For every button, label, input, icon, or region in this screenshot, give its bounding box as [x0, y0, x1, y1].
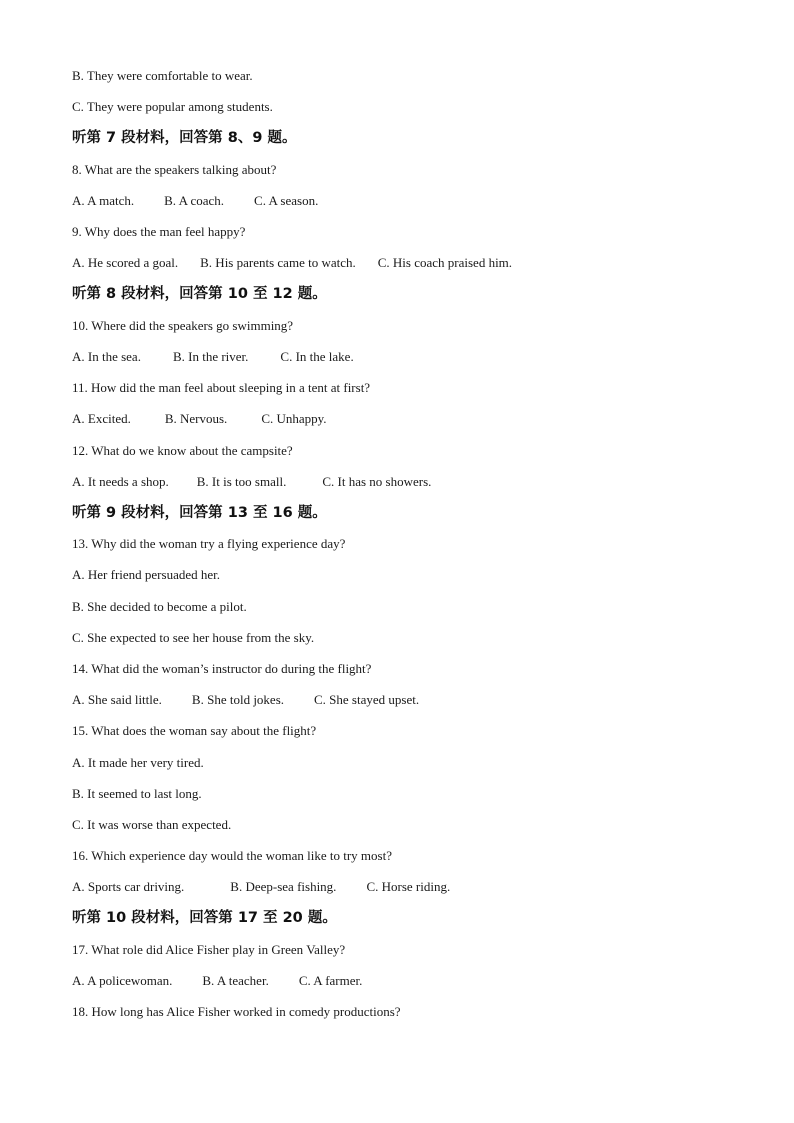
section-header-7: 听第 7 段材料，回答第 8、9 题。 [72, 130, 297, 146]
question-12: 12. What do we know about the campsite? [72, 443, 293, 458]
question-17: 17. What role did Alice Fisher play in Green Valley? [72, 942, 346, 957]
q10-option-b: B. In the river. [172, 349, 249, 364]
section-header-8: 听第 8 段材料，回答第 10 至 12 题。 [72, 286, 327, 302]
q8-option-c: C. A season. [254, 193, 319, 208]
q10-option-a: A. In the sea. [72, 349, 141, 364]
q17-option-b: B. A teacher. [202, 973, 269, 988]
q9-option-a: A. He scored a goal. [72, 255, 179, 270]
question-15: 15. What does the woman say about the flight? [72, 723, 317, 738]
q12-option-c: C. It has no showers. [322, 474, 432, 489]
question-11: 11. How did the man feel about sleeping in a tent at first? [72, 380, 371, 395]
question-18: 18. How long has Alice Fisher worked in comedy productions? [72, 1004, 401, 1019]
q15-option-a: A. It made her very tired. [72, 755, 204, 770]
q9-option-c: C. His coach praised him. [377, 255, 513, 270]
q14-option-a: A. She said little. [72, 692, 162, 707]
section-header-10: 听第 10 段材料，回答第 17 至 20 题。 [72, 910, 337, 926]
question-14-options [72, 692, 419, 708]
question-11-options [72, 411, 327, 427]
question-16-options [72, 879, 450, 895]
question-10: 10. Where did the speakers go swimming? [72, 318, 294, 333]
q7-option-b: B. They were comfortable to wear. [72, 68, 253, 83]
q15-option-c: C. It was worse than expected. [72, 817, 232, 832]
section-header-9: 听第 9 段材料，回答第 13 至 16 题。 [72, 505, 327, 521]
q8-option-b: B. A coach. [164, 193, 225, 208]
question-9-options [72, 255, 512, 271]
q7-option-c: C. They were popular among students. [72, 99, 273, 114]
question-10-options [72, 349, 354, 365]
q10-option-c: C. In the lake. [280, 349, 354, 364]
q9-option-b: B. His parents came to watch. [200, 255, 356, 270]
q12-option-a: A. It needs a shop. [72, 474, 169, 489]
question-12-options [72, 474, 431, 490]
question-8: 8. What are the speakers talking about? [72, 162, 277, 177]
question-14: 14. What did the woman’s instructor do during the flight? [72, 661, 372, 676]
q11-option-c: C. Unhappy. [261, 411, 327, 426]
q13-option-c: C. She expected to see her house from the sky. [72, 630, 315, 645]
question-9: 9. Why does the man feel happy? [72, 224, 246, 239]
q11-option-a: A. Excited. [72, 411, 131, 426]
q14-option-b: B. She told jokes. [191, 692, 285, 707]
q13-option-b: B. She decided to become a pilot. [72, 599, 247, 614]
question-8-options [72, 193, 318, 209]
q16-option-a: A. Sports car driving. [72, 879, 185, 894]
question-17-options [72, 973, 362, 989]
q17-option-a: A. A policewoman. [72, 973, 173, 988]
q13-option-a: A. Her friend persuaded her. [72, 567, 220, 582]
q14-option-c: C. She stayed upset. [314, 692, 420, 707]
q12-option-b: B. It is too small. [196, 474, 287, 489]
question-13: 13. Why did the woman try a flying experience day? [72, 536, 346, 551]
q16-option-c: C. Horse riding. [366, 879, 451, 894]
q16-option-b: B. Deep-sea fishing. [230, 879, 337, 894]
q8-option-a: A. A match. [72, 193, 135, 208]
q17-option-c: C. A farmer. [298, 973, 363, 988]
q11-option-b: B. Nervous. [164, 411, 228, 426]
question-16: 16. Which experience day would the woman like to try most? [72, 848, 392, 863]
q15-option-b: B. It seemed to last long. [72, 786, 202, 801]
